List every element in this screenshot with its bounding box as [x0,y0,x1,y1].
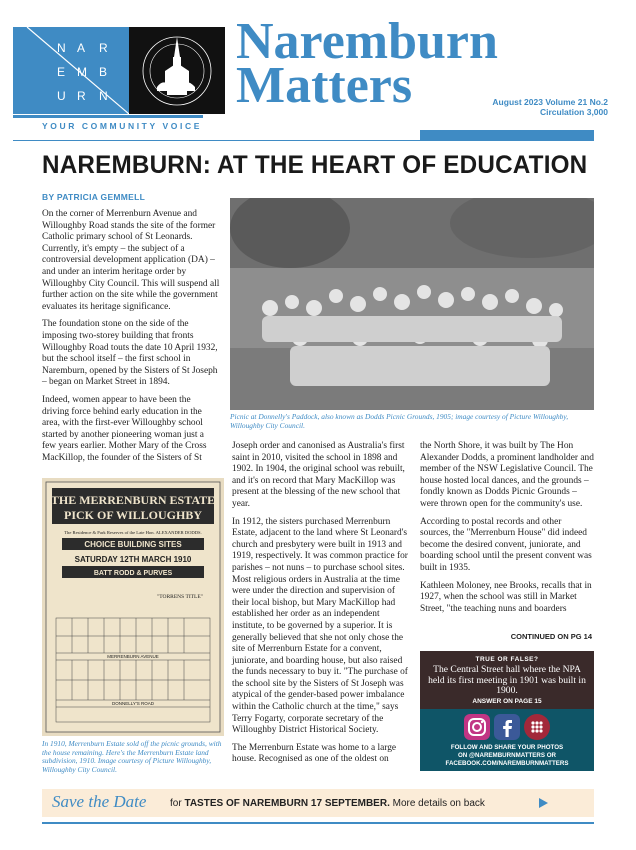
logo-letter: U [57,89,69,103]
church-seal-icon [129,27,225,114]
paragraph: In 1912, the sisters purchased Merrenburn Estate, adjacent to the land where St Leonard's church and presbytery were built in 1913 and 1919, respectively. It was common practice for parishes – not nuns – to purchase school sites. Most religious orders in Australia at the time were under the direction and supervision of their local bishop, but Mary MacKillop had established her order as an independent institute, to be governed by a superior. It is generally believed that she not only chose the site of Merrenburn Estate for a convent, juniorate, and boarding house, but also raised the funds necessary to buy it. "The purchase of the school site by the Sisters of St Joseph was atypical of the gender-based power imbalance within the Catholic church at the time," says Terry Fogarty, corporate secretary of the Willoughby District Historical Society. [232,516,408,736]
thin-rule [13,140,433,141]
paragraph: The foundation stone on the side of the imposing two-storey building that fronts Willoughby Road touts the date 10 April 1932, but the school itself – the first school in Naremburn, opened by the Sisters of St Joseph – began on Market Street in 1894. [42,319,218,388]
issue-circulation: Circulation 3,000 [539,107,608,117]
promo-heading: TRUE OR FALSE? [475,656,539,663]
paragraph: On the corner of Merrenburn Avenue and Willoughby Road stands the site of the former Catholic primary school of St Leonards. Currently, it's empty – the subject of a controversial development application (DA) – and under an interim heritage order by Willoughby City Council. This will suspend all further action on the site while the government evaluates its heritage significance. [42,209,220,312]
follow-line-3[interactable]: FACEBOOK.COM/NAREMBURNMATTERS [445,760,569,768]
naremburn-letters-logo [13,27,129,114]
masthead-line-1: Naremburn [236,13,498,70]
logo-diagonal-line [13,27,129,114]
paragraph: Kathleen Moloney, nee Brooks, recalls that in 1927, when the school was still in Market Street, "the teaching nuns and boarders [420,580,592,614]
logo-letter: B [99,65,111,79]
follow-line-2: ON @NAREMBURNMATTERS OR [457,752,557,760]
poster-line1: The Residence & Park Reserves of the Late Hon. ALEXANDER DODDS. [64,530,202,535]
merrenburn-estate-poster [42,478,224,736]
poster-avenue: MERRENBURN AVENUE [107,654,159,659]
progress-association-seal [129,27,225,114]
poster-road: DONNELLY'S ROAD [111,701,155,706]
save-the-date-banner [42,789,594,817]
photo-caption: Picnic at Donnelly's Paddock, also known as Dodds Picnic Grounds, 1905; image courtesy of Picture Willoughby, Willoughby City Council. [230,412,569,430]
paragraph: The Merrenburn Estate was home to a large house. Recognised as one of the oldest on [232,742,397,765]
promo-question: The Central Street hall where the NPA held its first meeting in 1901 was built in 1900. [428,664,586,697]
promo-answer: ANSWER ON PAGE 15 [472,698,542,705]
issue-date-volume: August 2023 Volume 21 No.2 [492,97,608,107]
logo-letter: R [77,89,89,103]
photo-placeholder [230,198,594,410]
logo-letter: N [57,41,69,55]
save-more-details[interactable]: More details on back [392,798,485,809]
logo-letter: R [99,41,111,55]
continued-link[interactable]: CONTINUED ON PG 14 [510,632,592,641]
paragraph: the North Shore, it was built by The Hon Alexander Dodds, a prominent landholder and member of the NSW Legislative Council. The house hosted local dances, and the grounds – fondly known as Dodds Picnic Grounds – were thrown open for the community's use. [420,441,594,509]
paragraph: Indeed, women appear to have been the driving force behind early education in the area, with the first-ever Willoughby school started by another pioneering woman just a few years earlier. Mother Mary of the Cross MacKillop, the founder of the Sisters of St [42,394,207,463]
arrow-right-icon[interactable] [539,798,548,808]
poster-caption: In 1910, Merrenburn Estate sold off the picnic grounds, with the house remaining. Here's the Merrenburn Estate land subdivision, 1910. Image courtesy of Picture Willoughby, Willoughby City Council. [42,739,222,774]
follow-line-1: FOLLOW AND SHARE YOUR PHOTOS [450,744,564,751]
grid-icon[interactable] [524,714,550,740]
paragraph: Joseph order and canonised as Australia's first saint in 2010, visited the school in 1898 and 1902. In 1904, the original school was rebuilt, and it's on record that Mary MacKillop was present at the blessing of the new school that year. [232,441,405,509]
article-headline: NAREMBURN: AT THE HEART OF EDUCATION [42,151,588,179]
issue-info [492,97,608,117]
article-column-2 [232,441,408,772]
top-rule [13,115,203,118]
tagline: YOUR COMMUNITY VOICE [42,121,202,131]
logo-letter: M [77,65,90,79]
bottom-rule [42,822,594,824]
article-column-3 [420,441,594,621]
accent-bar [420,130,594,141]
save-the-date-text [170,798,485,809]
article-byline: BY PATRICIA GEMMELL [42,192,146,202]
masthead-title [236,13,498,114]
article-column-1 [42,209,220,470]
picnic-group-photo [230,198,594,410]
logo-letter: A [77,41,89,55]
logo-letter: E [57,65,69,79]
poster-agent: BATT RODD & PURVES [93,570,173,577]
logo-letter: N [99,89,111,103]
poster-title: THE MERRENBURN ESTATE [50,493,216,507]
true-or-false-promo [420,651,594,771]
instagram-icon[interactable] [464,714,490,740]
save-pre: for [170,798,182,809]
paragraph: According to postal records and other sources, the "Merrenburn House" did indeed become the desired convent, juniorate, and boarding school until the present convent was built in 1935. [420,516,592,573]
save-the-date-label: Save the Date [52,792,147,811]
poster-torrens: "TORRENS TITLE" [157,594,203,600]
poster-line2: CHOICE BUILDING SITES [84,540,182,549]
facebook-icon[interactable] [494,714,520,740]
estate-poster-graphic [42,478,224,736]
masthead-line-2: Matters [236,57,413,114]
poster-date: SATURDAY 12TH MARCH 1910 [74,555,192,564]
poster-subtitle: PICK OF WILLOUGHBY [63,508,203,522]
save-event: TASTES OF NAREMBURN 17 SEPTEMBER. [184,798,390,809]
promo-follow-text [420,744,594,769]
